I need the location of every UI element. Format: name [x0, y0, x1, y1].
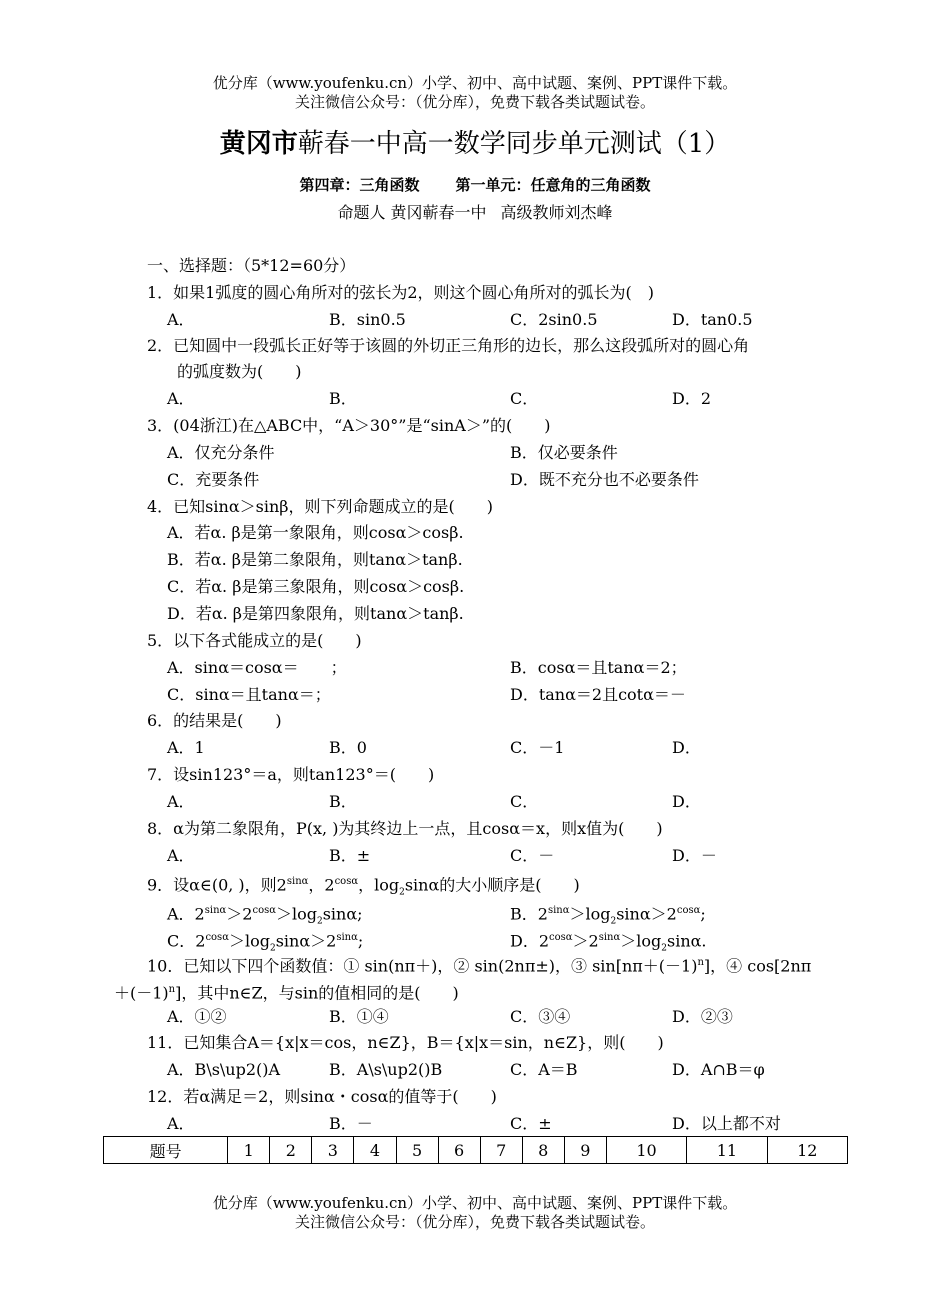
q9a-sup-2: cosα — [252, 905, 276, 916]
q1-option-b: B．sin0.5 — [329, 310, 406, 329]
q12-option-d: D．以上都不对 — [672, 1114, 781, 1133]
author-line — [0, 200, 950, 223]
q4-stem: 4．已知sinα＞sinβ，则下列命题成立的是( ) — [147, 497, 493, 516]
q9a-sub: 2 — [316, 916, 323, 927]
q7-option-c: C． — [510, 792, 539, 811]
q9-stem-mid-1: ，2 — [308, 875, 335, 895]
q8-option-a: A． — [167, 846, 195, 865]
q9a-pre: A．2 — [167, 904, 205, 924]
q9b-end: ; — [700, 904, 706, 924]
q9d-mid-2: ＞log — [620, 931, 662, 951]
answer-cell-3: 3 — [312, 1137, 354, 1164]
answer-cell-1: 1 — [228, 1137, 270, 1164]
q12-option-b: B．－ — [329, 1114, 373, 1133]
q2-option-d: D．2 — [672, 389, 712, 408]
header-line-1: 优分库（www.youfenku.cn）小学、初中、高中试题、案例、PPT课件下载。 — [212, 74, 738, 92]
q9c-mid-2: sinα＞2 — [275, 931, 337, 951]
q9b-sub: 2 — [610, 916, 617, 927]
q3-stem: 3．(04浙江)在△ABC中，“A＞30°”是“sinA＞”的( ) — [147, 416, 551, 435]
q10-stem-2 — [114, 980, 459, 1003]
q7-stem: 7．设sin123°＝a，则tan123°＝( ) — [147, 765, 435, 784]
q8-option-b: B．± — [329, 846, 371, 865]
q4-option-c: C．若α. β是第三象限角，则cosα＞cosβ. — [167, 577, 465, 596]
q9b-pre: B．2 — [510, 904, 548, 924]
q9c-sup-2: sinα — [336, 932, 358, 943]
q5-option-d: D．tanα＝2且cotα＝－ — [510, 685, 686, 704]
q9a-mid-1: ＞2 — [226, 904, 253, 924]
footer-line-1: 优分库（www.youfenku.cn）小学、初中、高中试题、案例、PPT课件下载。 — [212, 1194, 738, 1212]
q8-option-c: C．－ — [510, 846, 555, 865]
q9b-sup-2: cosα — [676, 905, 701, 916]
q9d-pre: D．2 — [510, 931, 550, 951]
q2-stem-2: 的弧度数为( ) — [177, 362, 302, 381]
q9a-sup-1: sinα — [204, 905, 227, 916]
q10-stem2-pre: ＋(－1) — [114, 983, 169, 1003]
q1-stem: 1．如果1弧度的圆心角所对的弦长为2，则这个圆心角所对的弧长为( ) — [147, 283, 655, 302]
q9b-sup-1: sinα — [547, 905, 570, 916]
q9c-sub: 2 — [269, 943, 276, 954]
q9d-sup-1: cosα — [549, 932, 573, 943]
answer-cell-6: 6 — [438, 1137, 480, 1164]
q2-stem-1: 2．已知圆中一段弧长正好等于该圆的外切正三角形的边长，那么这段弧所对的圆心角 — [147, 336, 750, 355]
title-rest: 蕲春一中高一数学同步单元测试（1） — [297, 129, 731, 159]
answer-cell-2: 2 — [270, 1137, 312, 1164]
q9b-mid-1: ＞log — [569, 904, 611, 924]
q9c-mid-1: ＞log — [228, 931, 270, 951]
unit-label: 第一单元：任意角的三角函数 — [455, 176, 651, 194]
answer-cell-10: 10 — [606, 1137, 686, 1164]
answer-table — [103, 1136, 848, 1164]
q5-option-a: A．sinα＝cosα＝ ； — [167, 658, 347, 677]
q11-stem: 11．已知集合A＝{x|x＝cos，n∈Z}，B＝{x|x＝sin，n∈Z}，则( ) — [147, 1033, 664, 1052]
q10-stem1-sup: n — [697, 957, 704, 968]
q1-option-a: A． — [167, 310, 195, 329]
q4-option-b: B．若α. β是第二象限角，则tanα＞tanβ. — [167, 550, 463, 569]
q6-stem: 6．的结果是( ) — [147, 711, 282, 730]
q8-stem: 8．α为第二象限角，P(x, )为其终边上一点，且cosα＝x，则x值为( ) — [147, 819, 663, 838]
q10-stem2-sup: n — [168, 984, 176, 995]
q4-option-d: D．若α. β是第四象限角，则tanα＞tanβ. — [167, 604, 464, 623]
q10-stem1-post: ]，④ cos[2nπ — [703, 956, 812, 976]
q9c-end: ; — [357, 931, 364, 951]
q3-option-b: B．仅必要条件 — [510, 443, 618, 462]
footer-line-2: 关注微信公众号：（优分库），免费下载各类试题试卷。 — [294, 1213, 655, 1231]
q12-option-a: A． — [167, 1114, 195, 1133]
q10-option-a: A．①② — [167, 1007, 227, 1026]
title-city: 黄冈市 — [219, 129, 298, 159]
q10-stem1-pre: 10．已知以下四个函数值：① sin(nπ＋)，② sin(2nπ±)，③ sin[nπ＋(－1) — [147, 956, 698, 976]
answer-cell-11: 11 — [687, 1137, 767, 1164]
q9a-end: sinα; — [322, 904, 363, 924]
q2-option-b: B． — [329, 389, 357, 408]
q9c-sup-1: cosα — [205, 932, 229, 943]
author-name: 高级教师刘杰峰 — [500, 203, 613, 222]
q6-option-d: D． — [672, 738, 701, 757]
q12-option-c: C．± — [510, 1114, 552, 1133]
q11-option-a: A．B\s\up2()A — [167, 1060, 281, 1079]
q7-option-b: B． — [329, 792, 357, 811]
q10-stem2-post: ]，其中n∈Z，与sin的值相同的是( ) — [175, 983, 459, 1003]
q7-option-a: A． — [167, 792, 195, 811]
q7-option-d: D． — [672, 792, 701, 811]
q9-stem-mid-2: ，log — [358, 875, 400, 895]
q9-stem — [147, 872, 580, 903]
q9-sup-2: cosα — [334, 876, 359, 887]
q6-option-c: C．－1 — [510, 738, 565, 757]
q11-option-d: D．A∩B＝φ — [672, 1060, 765, 1079]
q5-option-b: B．cosα＝且tanα＝2； — [510, 658, 687, 677]
q3-option-a: A．仅充分条件 — [167, 443, 275, 462]
answer-table-row — [104, 1137, 848, 1164]
answer-cell-5: 5 — [396, 1137, 438, 1164]
q9d-end: sinα. — [666, 931, 707, 951]
q5-option-c: C．sinα＝且tanα＝； — [167, 685, 331, 704]
header-line-2: 关注微信公众号：（优分库），免费下载各类试题试卷。 — [294, 93, 655, 111]
q6-option-b: B．0 — [329, 738, 367, 757]
author-school: 命题人 黄冈蕲春一中 — [337, 203, 487, 222]
q9d-mid-1: ＞2 — [572, 931, 599, 951]
q8-option-d: D．－ — [672, 846, 717, 865]
q12-stem: 12．若α满足＝2，则sinα・cosα的值等于( ) — [147, 1087, 497, 1106]
q1-option-c: C．2sin0.5 — [510, 310, 598, 329]
page-title — [0, 124, 950, 164]
q9c-pre: C．2 — [167, 931, 206, 951]
q9-sup-1: sinα — [286, 876, 309, 887]
q9-stem-pre: 9．设α∈(0, )，则2 — [147, 875, 287, 895]
q9b-mid-2: sinα＞2 — [616, 904, 677, 924]
q9d-sub: 2 — [661, 943, 667, 954]
q9-stem-post: sinα的大小顺序是( ) — [404, 875, 580, 895]
q3-option-d: D．既不充分也不必要条件 — [510, 470, 699, 489]
chapter-label: 第四章：三角函数 — [299, 176, 420, 194]
q2-option-a: A． — [167, 389, 195, 408]
q9-option-a — [167, 901, 363, 932]
answer-table-label: 题号 — [104, 1137, 228, 1164]
answer-cell-8: 8 — [522, 1137, 564, 1164]
q10-option-c: C．③④ — [510, 1007, 571, 1026]
answer-cell-9: 9 — [564, 1137, 606, 1164]
q11-option-b: B．A\s\up2()B — [329, 1060, 443, 1079]
q9-option-b — [510, 901, 706, 932]
q3-option-c: C．充要条件 — [167, 470, 260, 489]
answer-cell-12: 12 — [767, 1137, 847, 1164]
subtitle — [0, 174, 950, 195]
answer-cell-7: 7 — [480, 1137, 522, 1164]
q4-option-a: A．若α. β是第一象限角，则cosα＞cosβ. — [167, 523, 464, 542]
q9-sub-1: 2 — [399, 887, 405, 898]
q9a-mid-2: ＞log — [275, 904, 317, 924]
section-heading: 一、选择题：（5*12=60分） — [147, 256, 356, 275]
answer-cell-4: 4 — [354, 1137, 396, 1164]
q10-stem-1 — [147, 953, 811, 976]
q11-option-c: C．A＝B — [510, 1060, 578, 1079]
q10-option-b: B．①④ — [329, 1007, 389, 1026]
q2-option-c: C． — [510, 389, 539, 408]
q10-option-d: D．②③ — [672, 1007, 733, 1026]
q6-option-a: A．1 — [167, 738, 205, 757]
q9d-sup-2: sinα — [598, 932, 621, 943]
q5-stem: 5．以下各式能成立的是( ) — [147, 631, 362, 650]
q1-option-d: D．tan0.5 — [672, 310, 753, 329]
